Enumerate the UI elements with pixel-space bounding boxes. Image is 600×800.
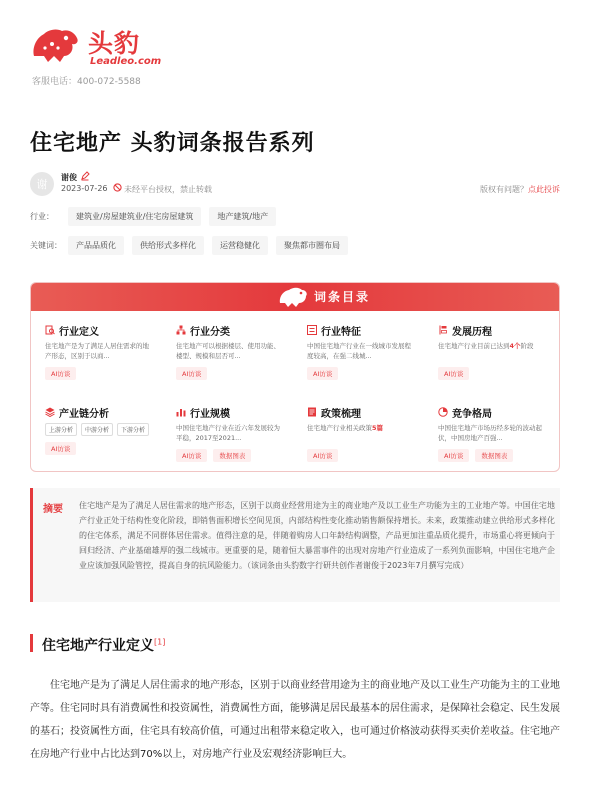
catalog-item-history[interactable]: [438, 323, 548, 380]
author-badge-icon: [80, 171, 90, 181]
catalog-panel: [30, 282, 560, 472]
catalog-item-title: 行业分类: [190, 326, 230, 338]
catalog-item-title: 政策梳理: [321, 408, 361, 420]
industry-tag[interactable]: 地产建筑/地产: [209, 207, 276, 226]
keyword-tag[interactable]: 聚焦都市圈布局: [276, 236, 348, 255]
summary-box: [30, 488, 560, 602]
catalog-item-desc: 住宅地产是为了满足人居住需求的地产形态，区别于以商...: [45, 342, 149, 360]
industry-tag[interactable]: 建筑业/房屋建筑业/住宅房屋建筑: [68, 207, 201, 226]
ai-interview-button[interactable]: AI访谈: [45, 367, 76, 380]
data-chart-button[interactable]: 数据图表: [213, 449, 251, 462]
no-repost-icon: [113, 183, 122, 192]
ai-interview-button[interactable]: AI访谈: [307, 367, 338, 380]
catalog-item-title: 行业定义: [59, 326, 99, 338]
chain-icon: [45, 407, 55, 417]
ai-interview-button[interactable]: AI访谈: [438, 449, 469, 462]
catalog-item-title: 发展历程: [452, 326, 492, 338]
chain-subtag[interactable]: 下游分析: [117, 423, 149, 436]
summary-text: 住宅地产是为了满足人居住需求的地产形态，区别于以商业经营用途为主的商业地产及以工业生产功能为主的工业地产等。中国住宅地产行业正处于结构性变化阶段，即销售面积增长空间见顶，内部结构性变化推动销售额保持增长。未来，政策推动建立供给形式多样化的住宅体系，满足不同群体居住需求。值得注意的是，伴随着购房人口年龄结构调整，产品更加注重品质化提升，市场重心将更倾向于回归经济、产业基础雄厚的强二线城市。更重要的是，随着恒大暴雷事件的出现对房地产行业造成了一系列负面影响，中国住宅地产企业应该加强风险管控，提高自身的抗风险能力。（该词条由头豹数字行研共创作者谢俊于2023年7月撰写完成）: [79, 501, 555, 570]
catalog-item-desc: 中国住宅地产市场历经多轮的波动起伏，中国房地产百强...: [438, 424, 542, 442]
catalog-item-policy[interactable]: [307, 405, 417, 462]
catalog-item-desc: 中国住宅地产行业在近六年发展较为平稳，2017至2021...: [176, 424, 280, 442]
section-accent-bar: [30, 634, 33, 652]
bar-chart-icon: [176, 407, 186, 417]
author-name[interactable]: 谢俊: [61, 173, 77, 182]
keyword-tag[interactable]: 供给形式多样化: [132, 236, 204, 255]
section-title: 住宅地产行业定义[1]: [42, 637, 166, 654]
industry-label: 行业：: [30, 212, 54, 221]
keyword-tag[interactable]: 运营稳健化: [212, 236, 268, 255]
leopard-logo-icon: [30, 26, 80, 66]
catalog-title: 词条目录: [314, 290, 371, 304]
catalog-item-scale[interactable]: [176, 405, 286, 462]
list-icon: [307, 325, 317, 335]
copyright-report: [480, 184, 560, 195]
report-prompt: 版权有问题？: [480, 185, 528, 194]
keyword-row: [30, 236, 356, 255]
ai-interview-button[interactable]: AI访谈: [45, 442, 76, 455]
leadleo-logo[interactable]: [30, 18, 160, 72]
catalog-item-competition[interactable]: [438, 405, 548, 462]
catalog-item-desc: 住宅地产行业目前已达到4个阶段: [438, 342, 534, 350]
catalog-item-title: 行业规模: [190, 408, 230, 420]
search-doc-icon: [45, 325, 55, 335]
catalog-item-features[interactable]: [307, 323, 417, 380]
ai-interview-button[interactable]: AI访谈: [176, 449, 207, 462]
ai-interview-button[interactable]: AI访谈: [438, 367, 469, 380]
catalog-item-desc: 中国住宅地产行业在一线城市发展程度较高，在强二线城...: [307, 342, 411, 360]
reference-link[interactable]: [1]: [154, 637, 166, 647]
summary-label: 摘要: [43, 504, 63, 515]
catalog-item-desc: 住宅地产可以根据楼层、使用功能、楼型、规模和层否可...: [176, 342, 280, 360]
report-link[interactable]: 点此投诉: [528, 185, 560, 194]
section-body: 住宅地产是为了满足人居住需求的地产形态，区别于以商业经营用途为主的商业地产及以工业生产功能为主的工业地产等。住宅同时具有消费属性和投资属性，消费属性方面，能够满足居民最基本的居住需求，是保障社会稳定、民生发展的基石；投资属性方面，住宅具有较高价值，可通过出租带来稳定收入，也可通过价格波动获得买卖价差收益。住宅地产在房地产行业中占比达到70%以上，对房地产行业及宏观经济影响巨大。: [30, 680, 560, 760]
data-chart-button[interactable]: 数据图表: [475, 449, 513, 462]
catalog-item-classification[interactable]: [176, 323, 286, 380]
catalog-item-title: 产业链分析: [59, 408, 109, 420]
timeline-icon: [438, 325, 448, 335]
catalog-item-title: 竞争格局: [452, 408, 492, 420]
catalog-item-definition[interactable]: [45, 323, 155, 380]
author-avatar[interactable]: 谢: [30, 172, 54, 196]
catalog-item-desc: 住宅地产行业相关政策5篇: [307, 424, 384, 432]
ai-interview-button[interactable]: AI访谈: [176, 367, 207, 380]
copyright-note: 未经平台授权，禁止转载: [124, 185, 212, 194]
hierarchy-icon: [176, 325, 186, 335]
publish-date: 2023-07-26: [61, 184, 108, 193]
policy-doc-icon: [307, 407, 317, 417]
catalog-item-title: 行业特征: [321, 326, 361, 338]
logo-text-en: Leadleo.com: [90, 56, 162, 67]
service-phone: 客服电话：400-072-5588: [32, 77, 141, 87]
keyword-label: 关键词：: [30, 241, 62, 250]
catalog-item-chain[interactable]: [45, 405, 155, 455]
keyword-tag[interactable]: 产品品质化: [68, 236, 124, 255]
catalog-leopard-icon: [277, 285, 309, 309]
ai-interview-button[interactable]: AI访谈: [307, 449, 338, 462]
chain-subtag[interactable]: 上游分析: [45, 423, 77, 436]
page-title: 住宅地产 头豹词条报告系列: [30, 131, 315, 156]
industry-row: [30, 207, 284, 226]
logo-text-cn: 头豹: [88, 29, 141, 58]
pie-chart-icon: [438, 407, 448, 417]
chain-subtag[interactable]: 中游分析: [81, 423, 113, 436]
